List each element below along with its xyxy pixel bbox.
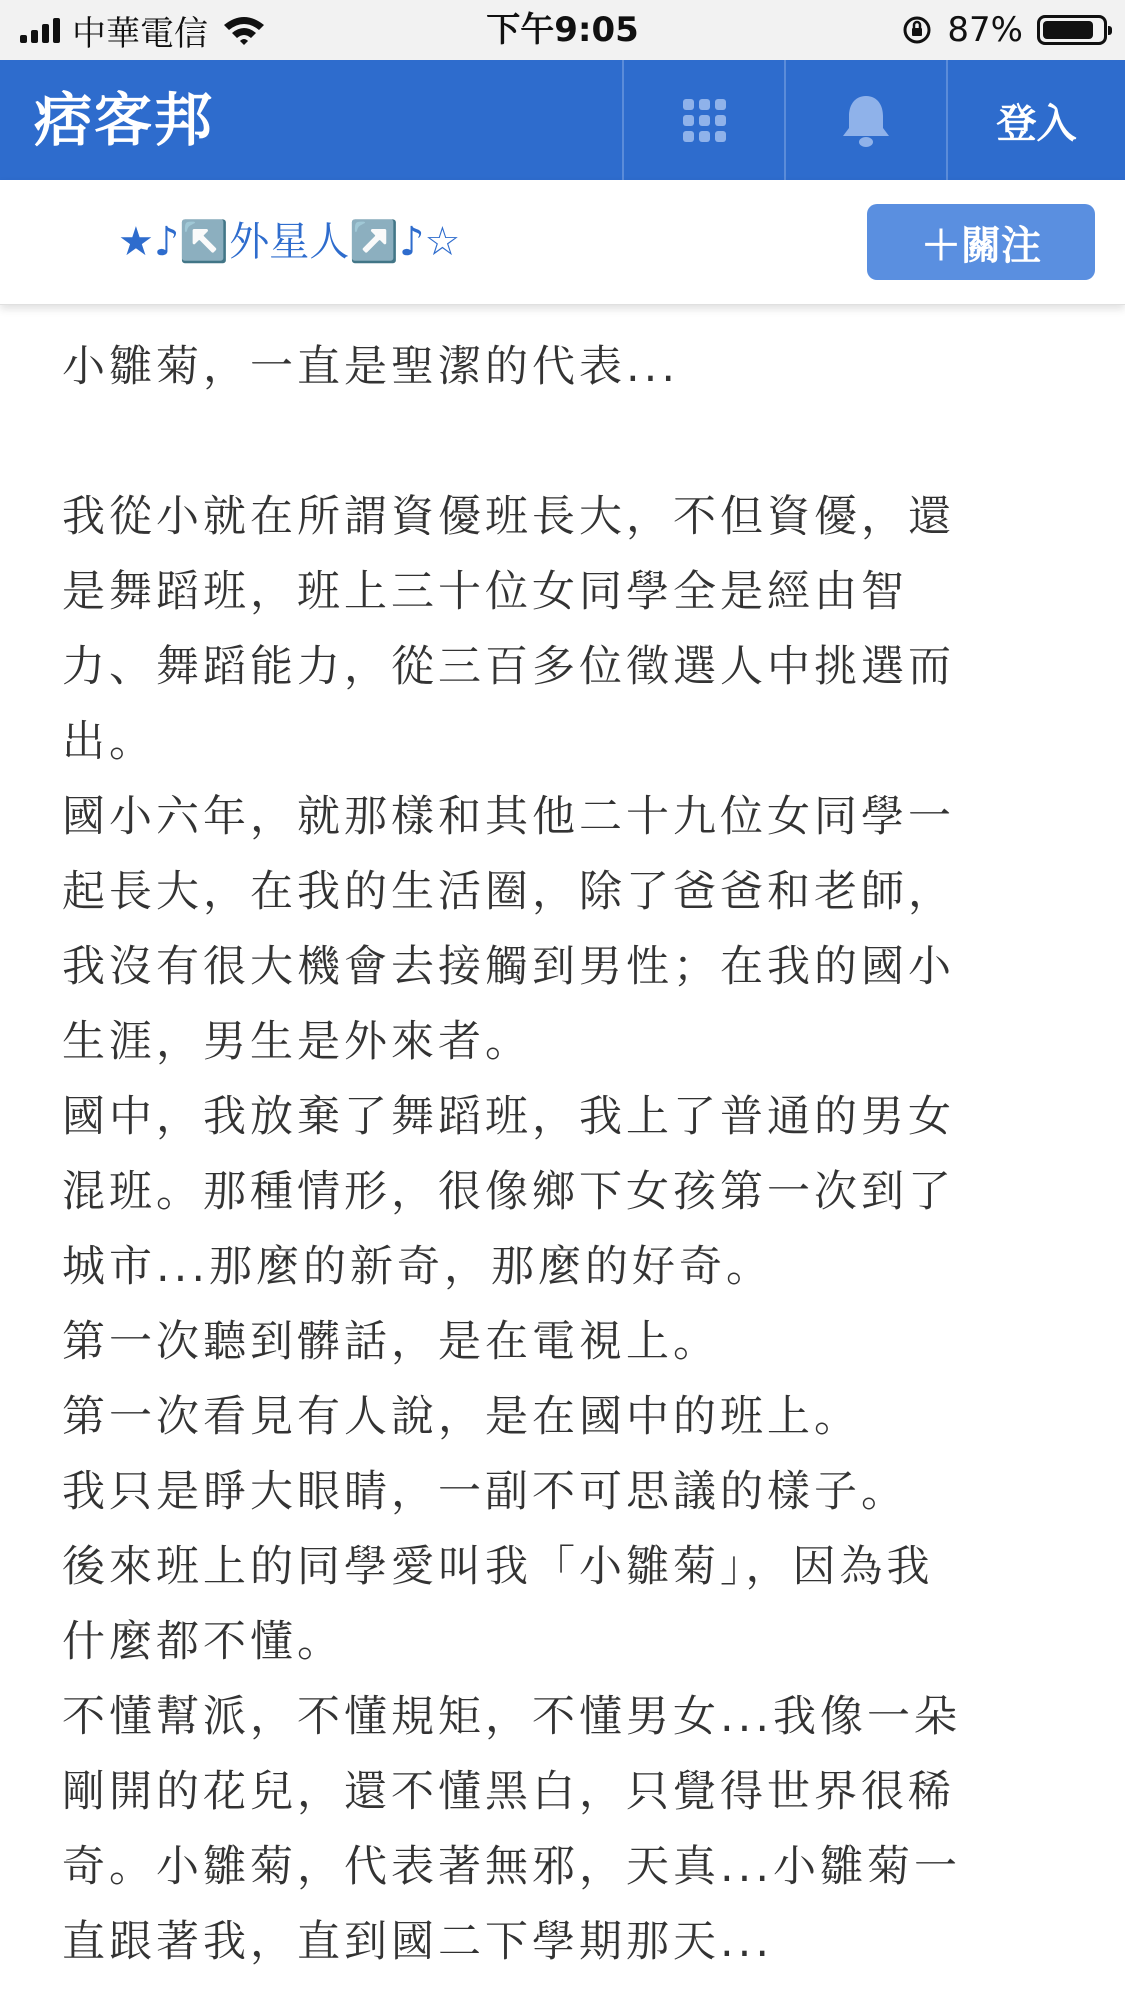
apps-menu-button[interactable]: [624, 60, 784, 180]
status-right: [901, 0, 1107, 60]
status-bar: [0, 0, 1125, 60]
status-time: 下午9:05: [486, 10, 639, 50]
article-line: 後來班上的同學愛叫我「小雛菊」，因為我: [62, 1542, 934, 1592]
article-line: 剛開的花兒，還不懂黑白，只覺得世界很稀: [62, 1767, 955, 1817]
article-line: 我沒有很大機會去接觸到男性；在我的國小: [62, 942, 955, 992]
battery-icon: [1037, 15, 1107, 45]
article-line: 出。: [62, 717, 156, 767]
grid-icon: [683, 99, 726, 142]
site-logo[interactable]: 痞客邦: [34, 86, 215, 154]
battery-percent: 87%: [947, 10, 1023, 50]
blog-title-bar: [0, 180, 1125, 305]
app-header: [0, 60, 1125, 180]
blank-line: [62, 405, 1062, 480]
article-line: 直跟著我，直到國二下學期那天...: [62, 1917, 774, 1967]
article-line: 小雛菊，一直是聖潔的代表...: [62, 342, 680, 392]
article-line: 不懂幫派，不懂規矩，不懂男女...我像一朵: [62, 1692, 962, 1742]
article-line: 第一次看見有人說，是在國中的班上。: [62, 1392, 861, 1442]
article-line: 國小六年，就那樣和其他二十九位女同學一: [62, 792, 955, 842]
article-line: 什麼都不懂。: [62, 1617, 344, 1667]
article-line: 我從小就在所謂資優班長大，不但資優，還: [62, 492, 955, 542]
login-button[interactable]: 登入: [996, 100, 1077, 147]
blog-name[interactable]: ★♪↖️外星人↗️♪☆: [118, 219, 461, 265]
article-line: 我只是睜大眼睛，一副不可思議的樣子。: [62, 1467, 908, 1517]
notifications-button[interactable]: [786, 60, 946, 180]
article-line: 城市...那麼的新奇，那麼的好奇。: [62, 1242, 774, 1292]
bell-icon: [839, 92, 893, 148]
article-line: 混班。那種情形，很像鄉下女孩第一次到了: [62, 1167, 955, 1217]
article-line: 國中，我放棄了舞蹈班，我上了普通的男女: [62, 1092, 955, 1142]
battery-fill: [1043, 21, 1093, 39]
rotation-lock-icon: [901, 14, 933, 46]
article-line: 是舞蹈班，班上三十位女同學全是經由智: [62, 567, 908, 617]
article-line: 奇。小雛菊，代表著無邪，天真...小雛菊一: [62, 1842, 962, 1892]
article-line: 第一次聽到髒話，是在電視上。: [62, 1317, 720, 1367]
article-line: 起長大，在我的生活圈，除了爸爸和老師，: [62, 867, 955, 917]
carrier-name: 中華電信: [72, 13, 208, 54]
article-line: 力、舞蹈能力，從三百多位徵選人中挑選而: [62, 642, 955, 692]
article-line: 生涯，男生是外來者。: [62, 1017, 532, 1067]
article-body: [62, 330, 1062, 1980]
follow-button[interactable]: ＋關注: [867, 204, 1095, 280]
